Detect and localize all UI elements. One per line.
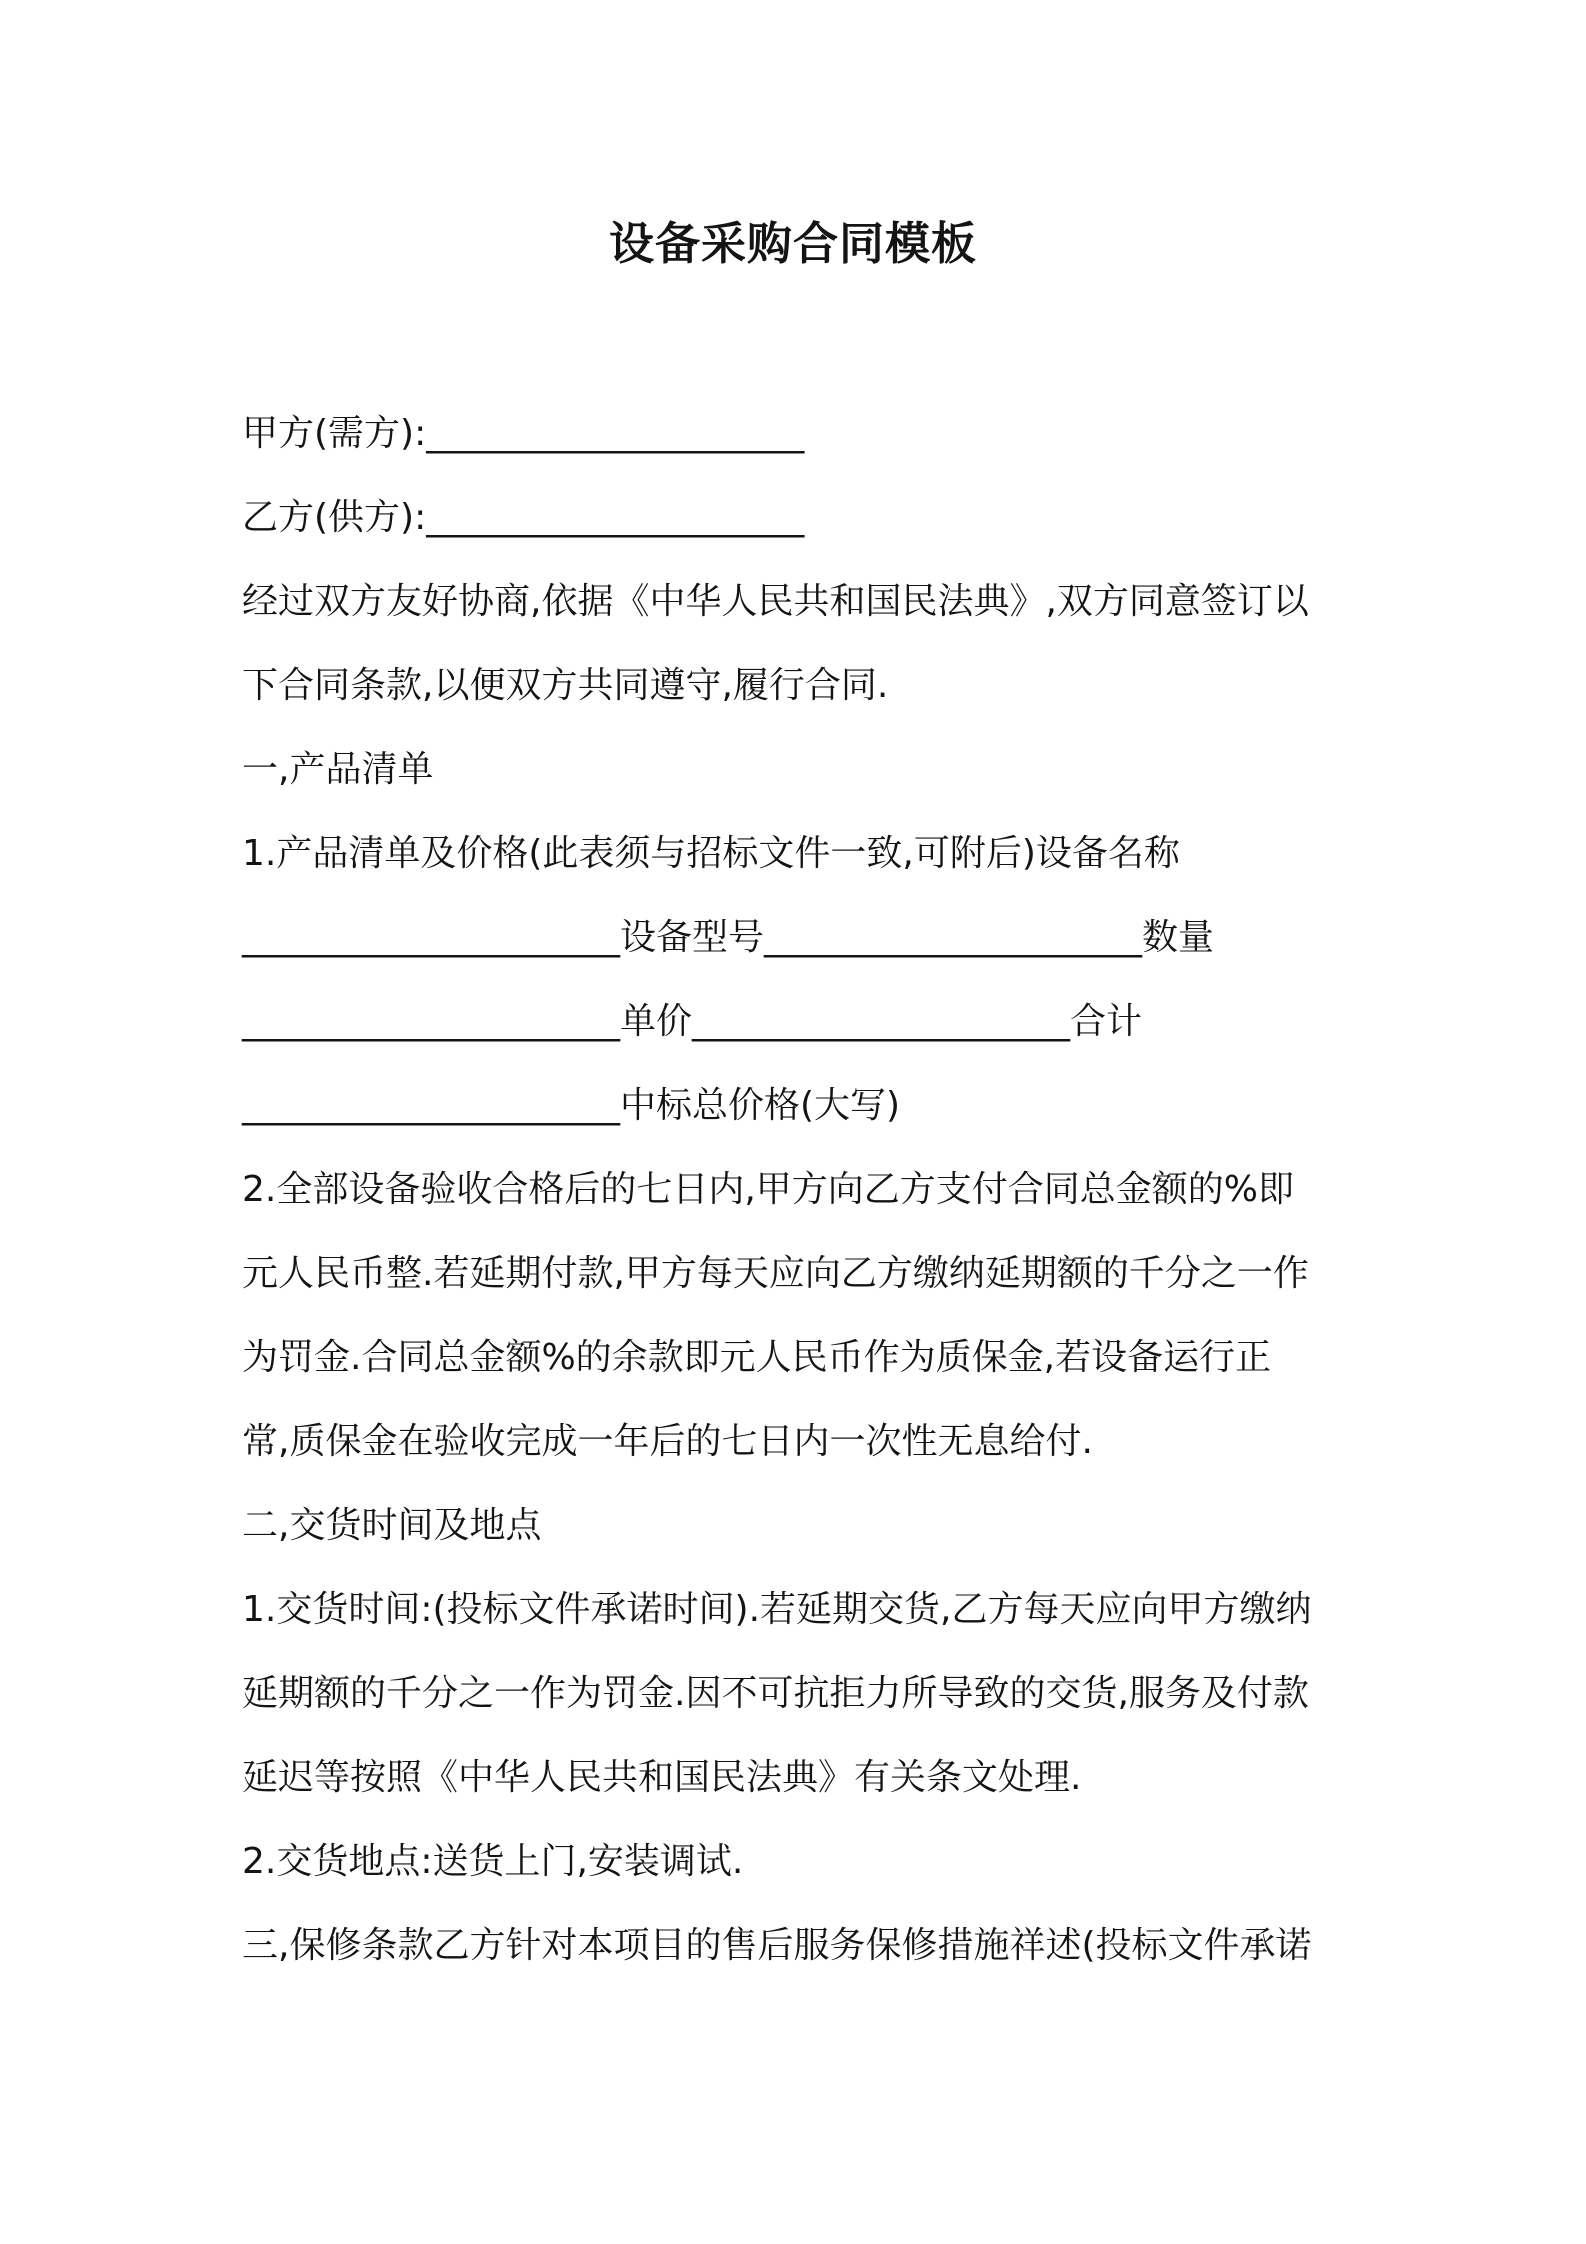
- delivery-time-line-2: 延期额的千分之一作为罚金.因不可抗拒力所导致的交货,服务及付款: [242, 1673, 1309, 1714]
- delivery-time-line-3: 延迟等按照《中华人民共和国民法典》有关条文处理.: [242, 1757, 1082, 1798]
- preamble-line-1: 经过双方友好协商,依据《中华人民共和国民法典》,双方同意签订以: [242, 581, 1309, 622]
- payment-line-1: 2.全部设备验收合格后的七日内,甲方向乙方支付合同总金额的%即: [242, 1169, 1294, 1210]
- preamble-line-2: 下合同条款,以便双方共同遵守,履行合同.: [242, 665, 889, 706]
- document-title: 设备采购合同模板: [608, 217, 977, 270]
- payment-line-2: 元人民币整.若延期付款,甲方每天应向乙方缴纳延期额的千分之一作: [242, 1253, 1309, 1294]
- section-heading-delivery: 二,交货时间及地点: [242, 1505, 542, 1546]
- product-list-line-3: _____________________单价_____________________合计: [242, 1001, 1142, 1042]
- product-list-line-2: _____________________设备型号_____________________数量: [242, 917, 1215, 958]
- payment-line-3: 为罚金.合同总金额%的余款即元人民币作为质保金,若设备运行正: [242, 1337, 1272, 1378]
- delivery-place-line: 2.交货地点:送货上门,安装调试.: [242, 1841, 744, 1882]
- section-heading-warranty: 三,保修条款乙方针对本项目的售后服务保修措施祥述(投标文件承诺: [242, 1925, 1312, 1966]
- payment-line-4: 常,质保金在验收完成一年后的七日内一次性无息给付.: [242, 1421, 1093, 1462]
- delivery-time-line-1: 1.交货时间:(投标文件承诺时间).若延期交货,乙方每天应向甲方缴纳: [242, 1589, 1312, 1630]
- party-b-line: 乙方(供方):_____________________: [242, 497, 805, 538]
- party-a-line: 甲方(需方):_____________________: [242, 413, 805, 454]
- product-list-line-1: 1.产品清单及价格(此表须与招标文件一致,可附后)设备名称: [242, 833, 1180, 874]
- section-heading-products: 一,产品清单: [242, 749, 434, 790]
- product-list-line-4: _____________________中标总价格(大写): [242, 1085, 901, 1126]
